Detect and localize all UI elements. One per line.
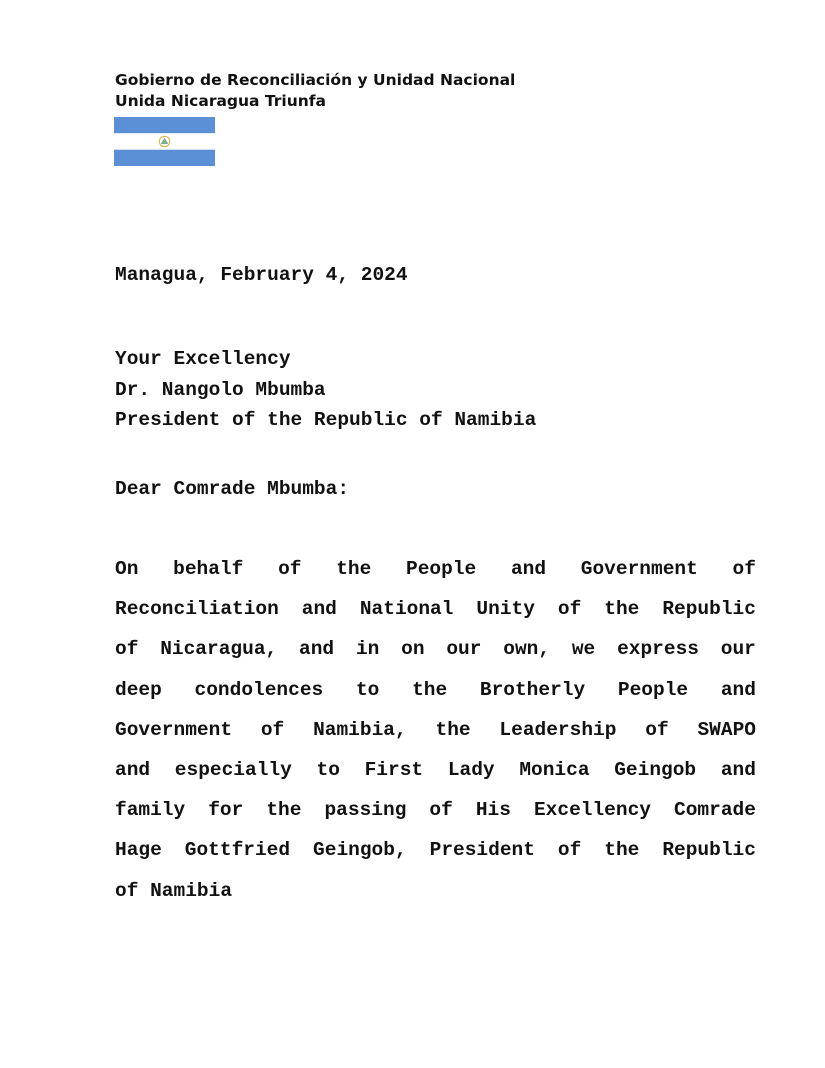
- body-line: [115, 637, 756, 677]
- body-word: of: [260, 718, 285, 741]
- body-word: People: [406, 558, 477, 580]
- recipient-block: [115, 344, 536, 436]
- body-line: [115, 597, 756, 637]
- body-word: Brotherly: [479, 678, 586, 701]
- body-word: SWAPO: [697, 718, 756, 741]
- body-word: behalf: [173, 558, 244, 580]
- letterhead: [115, 70, 515, 112]
- body-word: Unity: [476, 598, 535, 621]
- body-word: and: [720, 678, 756, 701]
- body-word: the: [412, 678, 448, 701]
- body-word: the: [336, 558, 372, 580]
- body-word: especially: [174, 758, 292, 781]
- body-word: family: [115, 799, 186, 822]
- body-word: and: [301, 598, 337, 621]
- body-word: of: [732, 558, 756, 580]
- body-word: Nicaragua,: [160, 638, 278, 661]
- letter-date: Managua, February 4, 2024: [115, 264, 408, 286]
- body-word: Republic: [662, 839, 756, 862]
- body-word: of Namibia: [115, 879, 233, 902]
- body-line: [115, 557, 756, 597]
- body-word: of: [429, 799, 453, 822]
- body-word: our: [720, 638, 756, 661]
- body-word: of: [278, 558, 302, 580]
- body-word: Reconciliation: [115, 598, 279, 621]
- nicaragua-flag-icon: [114, 117, 215, 166]
- body-word: of: [557, 598, 582, 621]
- body-word: and: [115, 758, 151, 781]
- body-word: own,: [503, 638, 551, 661]
- recipient-name: Dr. Nangolo Mbumba: [115, 378, 326, 401]
- body-word: His: [475, 799, 511, 822]
- body-line: [115, 838, 756, 878]
- body-word: and: [720, 758, 756, 781]
- body-word: of: [557, 839, 582, 862]
- body-word: condolences: [194, 678, 324, 701]
- body-word: passing: [324, 799, 407, 822]
- body-word: On: [115, 558, 139, 580]
- body-word: Monica: [519, 758, 590, 781]
- salutation: Dear Comrade Mbumba:: [115, 478, 350, 500]
- body-word: and: [510, 558, 547, 580]
- body-line: [115, 678, 756, 718]
- body-word: People: [617, 678, 689, 701]
- body-word: in: [355, 638, 380, 661]
- letterhead-government-name: Gobierno de Reconciliación y Unidad Nacional: [115, 71, 516, 89]
- body-word: Geingob: [614, 758, 697, 781]
- body-word: on: [401, 638, 425, 661]
- body-word: Leadership: [499, 718, 617, 741]
- body-word: the: [435, 718, 471, 741]
- body-word: deep: [115, 678, 162, 701]
- body-word: Comrade: [674, 799, 756, 822]
- body-word: we: [571, 638, 596, 661]
- body-word: Excellency: [533, 799, 651, 822]
- recipient-honorific: Your Excellency: [115, 348, 291, 370]
- body-word: President: [429, 839, 535, 862]
- body-word: Gottfried: [184, 839, 291, 862]
- body-word: the: [604, 598, 640, 621]
- letter-body: [115, 557, 756, 919]
- body-word: National: [359, 598, 454, 621]
- recipient-title: President of the Republic of Namibia: [115, 409, 537, 431]
- body-word: Government: [580, 558, 698, 580]
- body-word: for: [208, 799, 244, 822]
- body-line: [115, 798, 756, 838]
- body-word: Namibia,: [313, 718, 407, 741]
- body-line: [115, 718, 756, 758]
- body-word: Geingob,: [313, 839, 407, 862]
- body-word: to: [316, 758, 340, 781]
- body-word: express: [617, 638, 699, 661]
- body-word: Republic: [662, 598, 756, 621]
- body-word: to: [355, 678, 380, 701]
- body-word: Lady: [447, 758, 495, 781]
- body-word: of: [645, 718, 669, 741]
- body-word: Hage: [115, 839, 162, 862]
- body-word: and: [299, 638, 335, 661]
- body-word: the: [266, 799, 302, 822]
- body-line: [115, 758, 756, 798]
- body-word: the: [604, 839, 640, 862]
- body-word: of: [115, 638, 139, 661]
- body-line: [115, 879, 756, 919]
- body-word: Government: [115, 718, 233, 741]
- body-word: our: [446, 638, 482, 661]
- body-word: First: [364, 758, 424, 781]
- letterhead-slogan: Unida Nicaragua Triunfa: [115, 92, 327, 110]
